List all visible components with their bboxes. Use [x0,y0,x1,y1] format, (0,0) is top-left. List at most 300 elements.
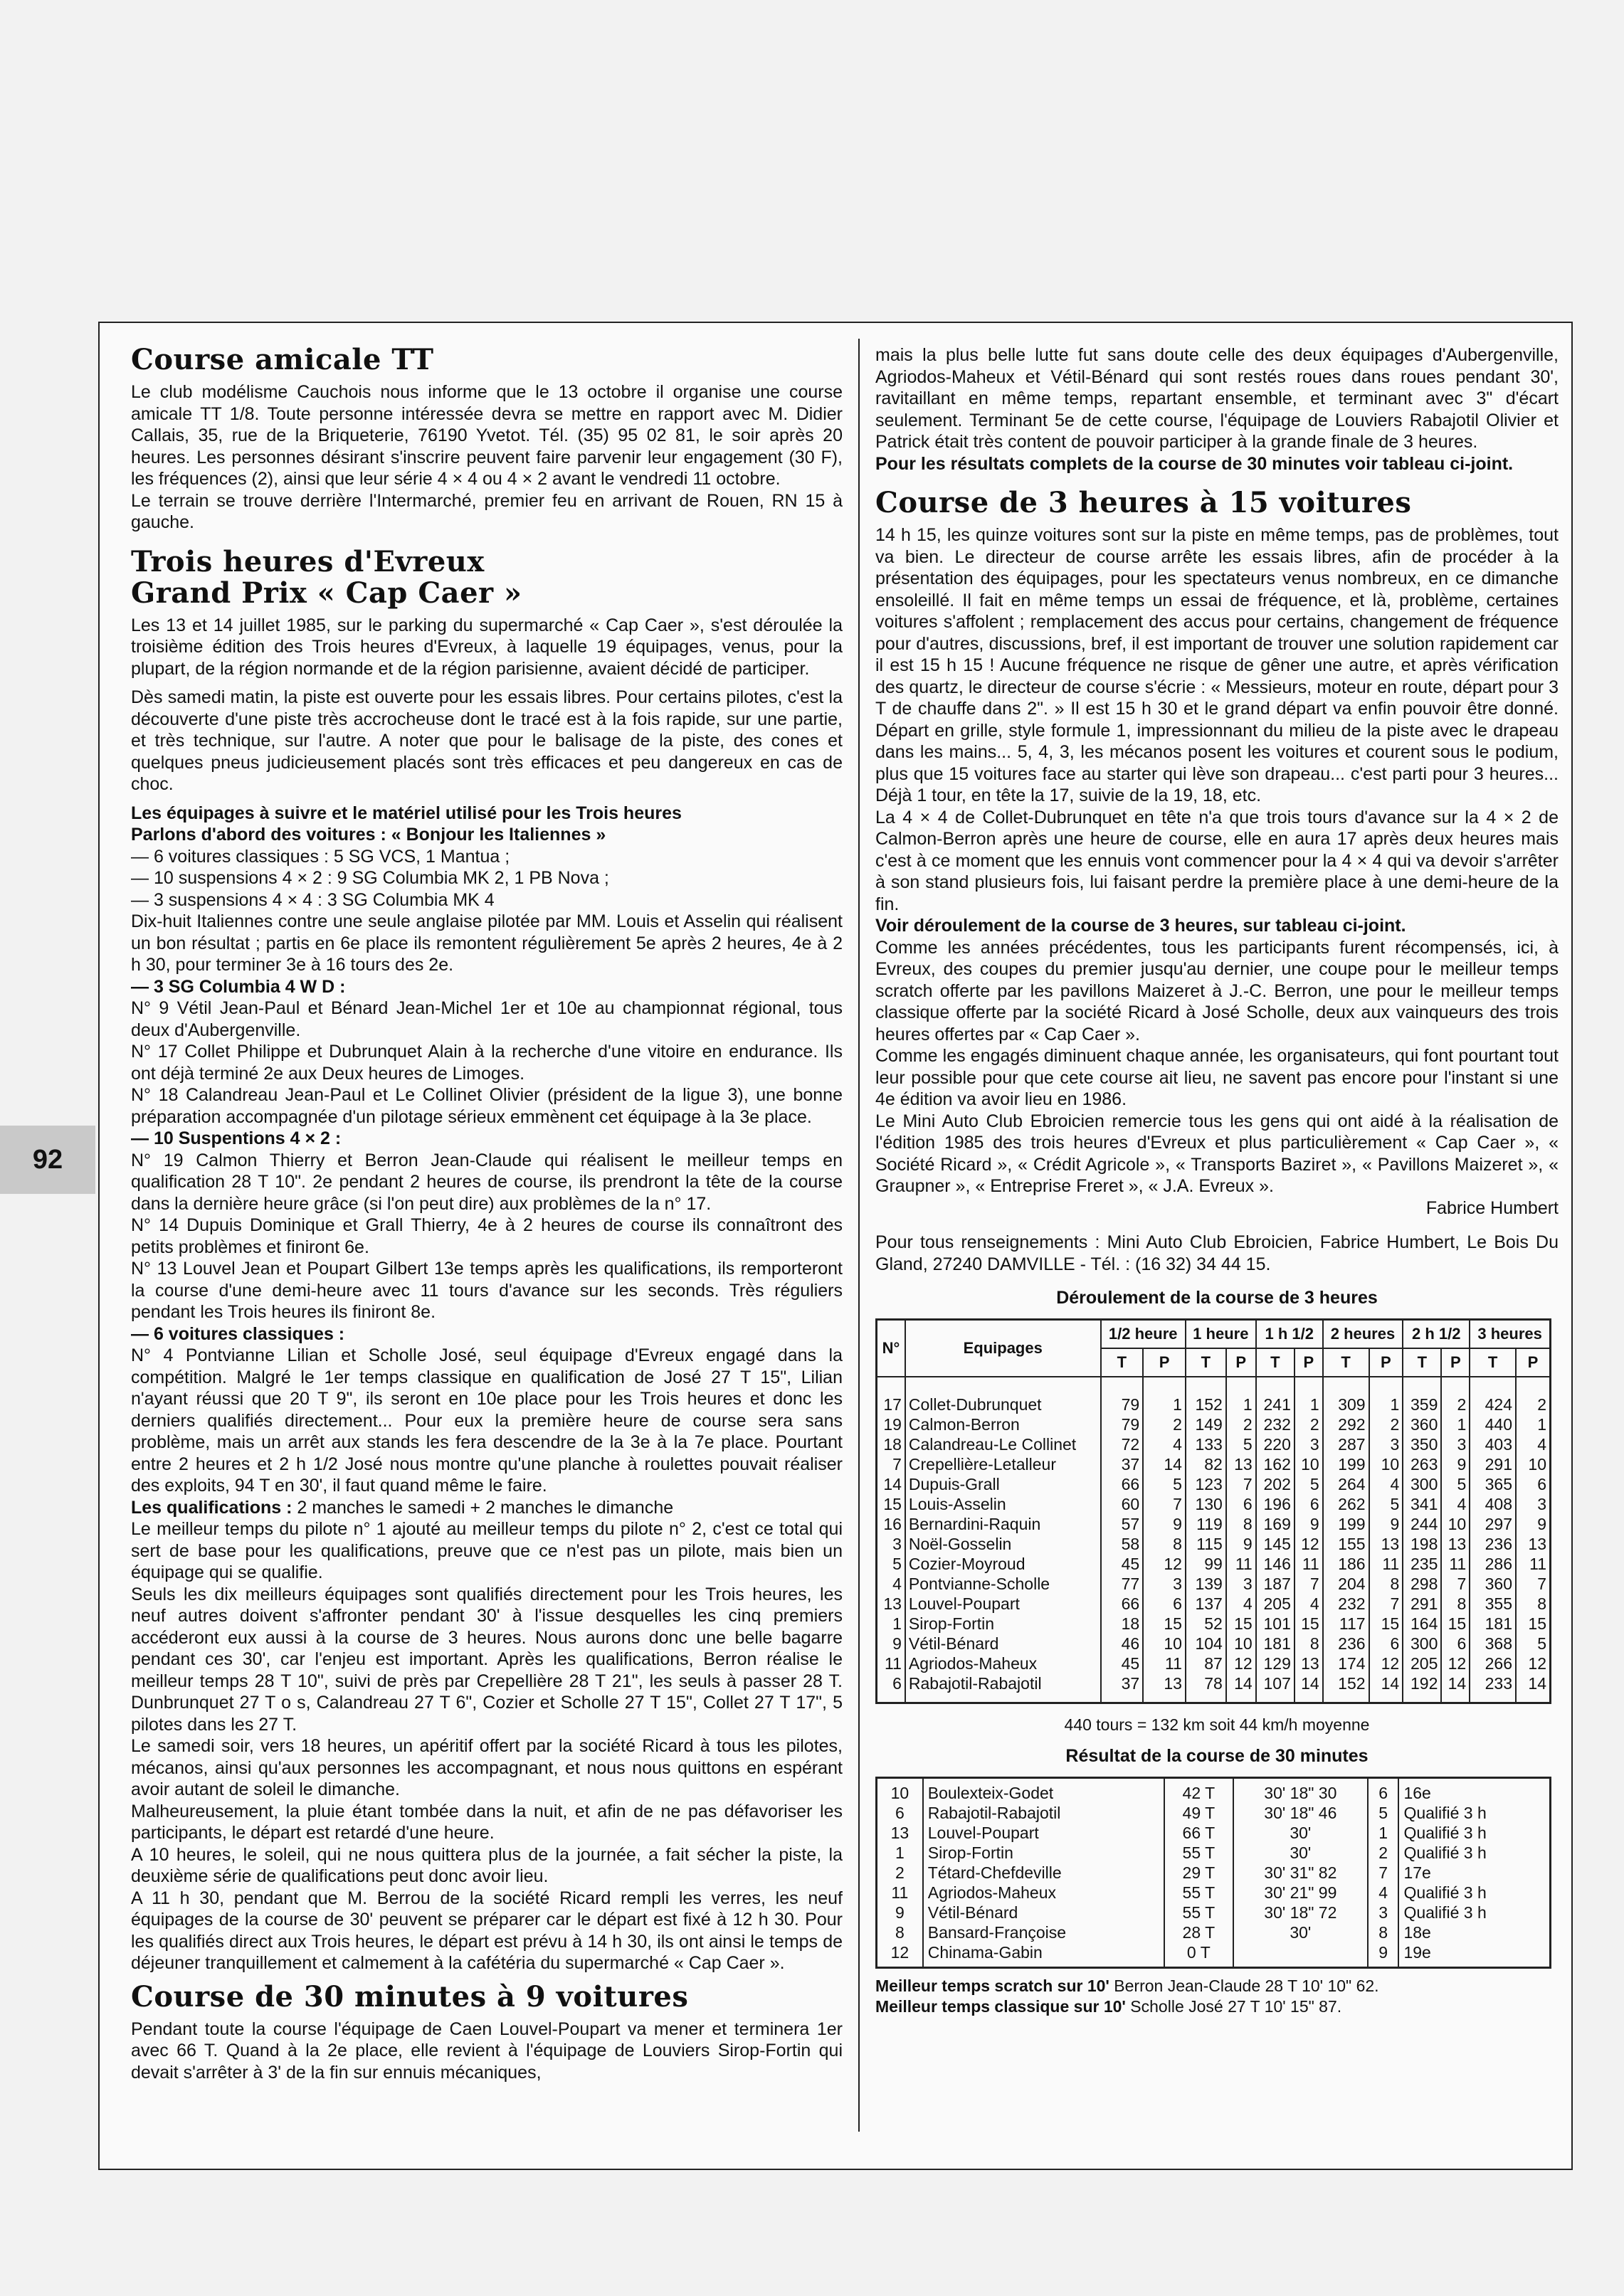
table-cell: 15 [1369,1614,1403,1634]
table-cell: 286 [1470,1554,1516,1574]
table-cell: 196 [1256,1494,1295,1514]
table-cell: 1 [1295,1395,1323,1414]
team-name: Agriodos-Maheux [905,1654,1101,1673]
table-cell: 14 [1143,1454,1186,1474]
table-cell: 236 [1470,1534,1516,1554]
subheading: — 3 SG Columbia 4 W D : [131,976,346,997]
table-cell: 174 [1323,1654,1369,1673]
table-cell: 6 [1368,1778,1399,1804]
table-cell: 266 [1470,1654,1516,1673]
table-cell: 5 [1369,1494,1403,1514]
table-row [877,1634,1551,1654]
paragraph: Le meilleur temps du pilote n° 1 ajouté au meilleur temps du pilote n° 2, c'est ce total qui sert de base pour les qualifications, preuve que ce n'est pas un pilote, mais bien un équipage qui se qualifie. [131,1519,843,1582]
subheading: Parlons d'abord des voitures : « Bonjour les Italiennes » [131,825,606,845]
table-cell: 79 [1101,1395,1144,1414]
table-cell: 9 [1143,1514,1186,1534]
table-subheader-cell: P [1441,1348,1470,1377]
table-cell: 3 [1369,1434,1403,1454]
table-cell: 1 [1143,1395,1186,1414]
table-cell: 186 [1323,1554,1369,1574]
table-cell: 4 [1226,1594,1256,1614]
table-row [877,1434,1551,1454]
table-row [877,1673,1551,1693]
table-header-cell: 1 h 1/2 [1256,1320,1323,1349]
table-cell: 300 [1403,1474,1441,1494]
table-cell: 204 [1323,1574,1369,1594]
table-cell: 0 T [1164,1942,1233,1968]
table-subheader-cell: P [1226,1348,1256,1377]
table-cell: 2 [1226,1414,1256,1434]
table-subheader-cell: T [1323,1348,1369,1377]
team-name: Sirop-Fortin [923,1843,1164,1863]
table-cell: 18e [1398,1922,1550,1942]
team-name: Boulexteix-Godet [923,1778,1164,1804]
best-classic-value: Scholle José 27 T 10' 15" 87. [1125,1997,1342,2016]
subheading: — 6 voitures classiques : [131,1323,345,1344]
table-cell: 2 [1368,1843,1399,1863]
table-cell: 7 [1441,1574,1470,1594]
right-column [875,344,1559,2017]
table-cell: 119 [1186,1514,1226,1534]
signature: Fabrice Humbert [1425,1197,1559,1218]
table-cell: 55 T [1164,1843,1233,1863]
subheading: Les équipages à suivre et le matériel utilisé pour les Trois heures [131,803,682,823]
table-cell: 13 [1369,1534,1403,1554]
table-cell: 368 [1470,1634,1516,1654]
paragraph: N° 18 Calandreau Jean-Paul et Le Collinet Olivier (président de la ligue 3), une bonne préparation accompagnée d'un pilotage sérieux emmènent cet équipage à la 3e place. [131,1085,843,1127]
table-cell: 82 [1186,1454,1226,1474]
table-cell: 5 [1295,1474,1323,1494]
heading-course-amicale: Course amicale TT [131,343,434,376]
table-cell: 3 [1226,1574,1256,1594]
table-cell: 5 [1516,1634,1551,1654]
table-cell: 2 [1516,1395,1551,1414]
table-cell: 162 [1256,1454,1295,1474]
table-cell: 181 [1256,1634,1295,1654]
team-number: 3 [877,1534,905,1554]
table-cell: 8 [1143,1534,1186,1554]
table-subheader-cell: P [1143,1348,1186,1377]
table-cell: 152 [1186,1395,1226,1414]
table-row [877,1778,1551,1804]
table-cell: 2 [1369,1414,1403,1434]
table-header-cell: 2 heures [1323,1320,1403,1349]
table-cell: 8 [1369,1574,1403,1594]
article-frame [98,322,1573,2170]
table-cell: 3 [1143,1574,1186,1594]
team-number: 1 [877,1614,905,1634]
table-cell: 287 [1323,1434,1369,1454]
table-header-cell: N° [877,1320,905,1377]
table-cell: 66 [1101,1474,1144,1494]
table-cell: 30' 18" 72 [1233,1903,1368,1922]
table-cell: 30' [1233,1922,1368,1942]
team-name: Cozier-Moyroud [905,1554,1101,1574]
team-name: Rabajotil-Rabajotil [905,1673,1101,1693]
paragraph [131,1497,843,1519]
table-cell: 244 [1403,1514,1441,1534]
table-cell: 101 [1256,1614,1295,1634]
table-cell: 350 [1403,1434,1441,1454]
qualifications-label: Les qualifications : [131,1497,292,1518]
table-cell: 291 [1403,1594,1441,1614]
table-cell: 220 [1256,1434,1295,1454]
team-name: Pontvianne-Scholle [905,1574,1101,1594]
table-cell: 129 [1256,1654,1295,1673]
team-number: 5 [877,1554,905,1574]
table-cell: 4 [1516,1434,1551,1454]
table-cell: 8 [1516,1594,1551,1614]
table-cell: 13 [1516,1534,1551,1554]
table-cell: 66 T [1164,1823,1233,1843]
table-cell: 72 [1101,1434,1144,1454]
team-number: 4 [877,1574,905,1594]
paragraph: N° 9 Vétil Jean-Paul et Bénard Jean-Michel 1er et 10e au championnat régional, tous deux d'Aubergenville. [131,998,843,1040]
table-cell: 107 [1256,1673,1295,1693]
paragraph: N° 17 Collet Philippe et Dubrunquet Alain à la recherche d'une vitoire en endurance. Ils ont déjà terminé 2e aux Deux heures de Limoges. [131,1042,843,1084]
table-cell: 14 [1516,1673,1551,1693]
team-number: 11 [877,1654,905,1673]
table-cell: 137 [1186,1594,1226,1614]
table-cell: 4 [1441,1494,1470,1514]
table-cell: 66 [1101,1594,1144,1614]
team-name: Calandreau-Le Collinet [905,1434,1101,1454]
table-cell: 6 [1441,1634,1470,1654]
table-cell: 1 [1368,1823,1399,1843]
table-cell: 199 [1323,1454,1369,1474]
table-cell: 45 [1101,1654,1144,1673]
table-cell: 8 [1226,1514,1256,1534]
team-name: Chinama-Gabin [923,1942,1164,1968]
best-classic [875,1996,1559,2017]
table-cell: 2 [1295,1414,1323,1434]
paragraph: Le Mini Auto Club Ebroicien remercie tous les gens qui ont aidé à la réalisation de l'édition 1985 des trois heures d'Evreux et plus particulièrement « Cap Caer », « Société Ricard », « Crédit Agricole », « Transports Baziret », « Pavillons Maizeret », « Graupner », « Entreprise Freret », « J.A. Evreux ». [875,1111,1559,1196]
table-subheader-cell: T [1186,1348,1226,1377]
table-cell: 13 [877,1823,923,1843]
table-cell: 341 [1403,1494,1441,1514]
table-cell: 155 [1323,1534,1369,1554]
table-cell: 77 [1101,1574,1144,1594]
table-cell: 60 [1101,1494,1144,1514]
table-cell: 202 [1256,1474,1295,1494]
table-cell: 10 [1226,1634,1256,1654]
best-classic-label: Meilleur temps classique sur 10' [875,1997,1126,2016]
table-cell: 11 [877,1883,923,1903]
paragraph: Comme les engagés diminuent chaque année, les organisateurs, qui font pourtant tout leur possible pour que cete course ait lieu, ne savent pas encore pour l'instant si une 4e édition va avoir lieu en 1986. [875,1046,1559,1109]
team-name: Crepellière-Letalleur [905,1454,1101,1474]
table-cell [1233,1942,1368,1968]
table-cell: 7 [1368,1863,1399,1883]
table-cell: 152 [1323,1673,1369,1693]
team-name: Louvel-Poupart [905,1594,1101,1614]
team-name: Tétard-Chefdeville [923,1863,1164,1883]
table-cell: 360 [1403,1414,1441,1434]
table-cell: 87 [1186,1654,1226,1673]
team-number: 7 [877,1454,905,1474]
table-cell: 13 [1143,1673,1186,1693]
table-cell: 1 [1369,1395,1403,1414]
table-cell: 309 [1323,1395,1369,1414]
table-cell: 6 [1516,1474,1551,1494]
table-cell: 1 [877,1843,923,1863]
team-name: Dupuis-Grall [905,1474,1101,1494]
paragraph: Dès samedi matin, la piste est ouverte pour les essais libres. Pour certains pilotes, c'est la découverte d'une piste très accrocheuse dont le tracé est à la fois rapide, sur une partie, et très technique, sur l'autre. A noter que pour le balisage de la piste, des cones et quelques pneus judicieusement placés sont très efficaces et peu dangereux en cas de choc. [131,687,843,794]
table-subheader-cell: P [1369,1348,1403,1377]
team-name: Louvel-Poupart [923,1823,1164,1843]
team-number: 18 [877,1434,905,1454]
team-number: 16 [877,1514,905,1534]
table-row [877,1574,1551,1594]
table-cell: 55 T [1164,1883,1233,1903]
table-cell: 130 [1186,1494,1226,1514]
table-cell: 300 [1403,1634,1441,1654]
table-cell: 17e [1398,1863,1550,1883]
paragraph: A 11 h 30, pendant que M. Berrou de la société Ricard rempli les verres, les neuf équipages de la course de 30' peuvent se préparer car le départ est fixé à 12 h 30. Pour les qualifiés direct aux Trois heures, le départ est prévu à 14 h 30, ils ont ainsi le temps de déjeuner tranquillement et calmement à la cafétéria du supermarché « Cap Caer ». [131,1888,843,1973]
table-cell: 8 [1441,1594,1470,1614]
team-name: Noël-Gosselin [905,1534,1101,1554]
table-cell: 6 [1369,1634,1403,1654]
team-name: Agriodos-Maheux [923,1883,1164,1903]
table-header-cell: 3 heures [1470,1320,1550,1349]
paragraph: N° 14 Dupuis Dominique et Grall Thierry, 4e à 2 heures de course ils connaîtront des petits problèmes et finiront 6e. [131,1215,843,1257]
table-row [877,1654,1551,1673]
table-subheader-cell: P [1295,1348,1323,1377]
table-cell: 9 [1369,1514,1403,1534]
table-cell: 2 [1441,1395,1470,1414]
table-cell: 11 [1516,1554,1551,1574]
table-cell: 4 [1369,1474,1403,1494]
paragraph: Le club modélisme Cauchois nous informe que le 13 octobre il organise une course amicale TT 1/8. Toute personne intéressée devra se mettre en rapport avec M. Didier Callais, 35, rue de la Briqueterie, 76190 Yvetot. Tél. (35) 95 02 81, le soir après 20 heures. Les personnes désirant s'inscrire peuvent faire parvenir leur engagement (30 F), les fréquences (2), ainsi que leur série 4 × 4 ou 4 × 2 avant le vendredi 11 octobre. [131,382,843,489]
table-cell: 232 [1256,1414,1295,1434]
paragraph: Les 13 et 14 juillet 1985, sur le parking du supermarché « Cap Caer », s'est déroulée la troisième édition des Trois heures d'Evreux, à laquelle 19 équipages, venus, pour la plupart, de la région normande et de la région parisienne, avaient décidé de participer. [131,615,843,679]
team-name: Vétil-Bénard [923,1903,1164,1922]
table-row [877,1803,1551,1823]
table-cell: 145 [1256,1534,1295,1554]
list-item: — 6 voitures classiques : 5 SG VCS, 1 Mantua ; [131,846,510,867]
table-cell: 297 [1470,1514,1516,1534]
table-cell: 236 [1323,1634,1369,1654]
team-number: 6 [877,1673,905,1693]
table-subheader-cell: P [1516,1348,1551,1377]
table-row [877,1514,1551,1534]
table-cell: 30' [1233,1823,1368,1843]
table-header-cell: 2 h 1/2 [1403,1320,1470,1349]
paragraph: La 4 × 4 de Collet-Dubrunquet en tête n'a que trois tours d'avance sur la 4 × 2 de Calmon-Berron après une heure de course, elle en aura 17 après deux heures mais c'est à ce moment que les ennuis vont commencer pour la 4 × 4 qui va devoir s'arrêter à son stand plusieurs fois, lui faisant perdre la première place à une demi-heure de la fin. [875,807,1559,914]
table-cell: 12 [1226,1654,1256,1673]
table-cell: 4 [1368,1883,1399,1903]
table-cell: 15 [1143,1614,1186,1634]
table-cell: 29 T [1164,1863,1233,1883]
table-cell: 11 [1226,1554,1256,1574]
table-cell: 117 [1323,1614,1369,1634]
table-subheader-cell: T [1256,1348,1295,1377]
contact-info: Pour tous renseignements : Mini Auto Club Ebroicien, Fabrice Humbert, Le Bois Du Gland, 27240 DAMVILLE - Tél. : (16 32) 34 44 15. [875,1232,1559,1274]
table-row [877,1823,1551,1843]
table-cell: 30' 18" 30 [1233,1778,1368,1804]
paragraph: 14 h 15, les quinze voitures sont sur la piste en même temps, pas de problèmes, tout va bien. Le directeur de course arrête les essais libres, afin de procéder à la présentation des équipages, pour les spectateurs venus nombreux, en ce dimanche ensoleillé. Il fait en même temps un essai de fréquence, et là, problème, certaines voitures s'affolent ; remplacement des accus pour certains, changement de fréquence pour d'autres, discussions, bref, il est important de trouver une solution rapidement car il est 15 h 15 ! Aucune fréquence ne risque de gêner une autre, et après vérification des quartz, le directeur de course s'écrie : « Messieurs, moteur en route, départ pour 3 T de chauffe dans 2". » Il est 15 h 30 et le grand départ va enfin pouvoir être donné. Départ en grille, style formule 1, impressionnant du milieu de la piste avec le drapeau dans les mains... 5, 4, 3, les mécanos posent les voitures et courent sous le podium, plus que 15 voitures face au starter qui lève son drapeau... c'est parti pour 3 heures... Déjà 1 tour, en tête la 17, suivie de la 19, 18, etc. [875,525,1559,805]
table-cell: 37 [1101,1454,1144,1474]
table-cell: 30' 31" 82 [1233,1863,1368,1883]
table-cell: 79 [1101,1414,1144,1434]
table-cell: 403 [1470,1434,1516,1454]
table-cell: 37 [1101,1673,1144,1693]
table-cell: 263 [1403,1454,1441,1474]
table-cell: 15 [1516,1614,1551,1634]
table-cell: 292 [1323,1414,1369,1434]
table-cell: 1 [1441,1414,1470,1434]
table-cell: 46 [1101,1634,1144,1654]
table-cell: 192 [1403,1673,1441,1693]
table-cell: 10 [1369,1454,1403,1474]
table-cell: 11 [1441,1554,1470,1574]
table-cell: 7 [1369,1594,1403,1614]
paragraph: A 10 heures, le soleil, qui ne nous quittera plus de la journée, a fait sécher la piste, la deuxième série de qualifications peut donc avoir lieu. [131,1844,843,1886]
table-cell: 123 [1186,1474,1226,1494]
table-cell: 45 [1101,1554,1144,1574]
table-cell: 9 [877,1903,923,1922]
table-cell: 4 [1143,1434,1186,1454]
page-number: 92 [0,1126,95,1194]
table-cell: 7 [1226,1474,1256,1494]
best-scratch-label: Meilleur temps scratch sur 10' [875,1977,1109,1995]
table-cell: 181 [1470,1614,1516,1634]
table-cell: 3 [1516,1494,1551,1514]
left-column [131,344,843,2083]
table-cell: 12 [1516,1654,1551,1673]
paragraph: N° 4 Pontvianne Lilian et Scholle José, seul équipage d'Evreux engagé dans la compétition. Malgré le 1er temps classique en qualification de José 27 T 15", Lilian n'ayant réussi que 20 T 9", ils seront en 10e place pour les Trois heures et donc les derniers qualifiés directement... Pour eux la première heure de course sera sans problème, mais un arrêt aux stands les fera descendre de la 3e à la 7e place. Pourtant entre 2 heures et 2 h 1/2 José nous montre qu'une planche à roulettes pouvait réaliser des exploits, 94 T en 30', il faut quand même le faire. [131,1345,843,1496]
table-cell: 99 [1186,1554,1226,1574]
heading-course-3-heures: Course de 3 heures à 15 voitures [875,486,1412,519]
list-item: — 3 suspensions 4 × 4 : 3 SG Columbia MK 4 [131,889,495,910]
paragraph: Pendant toute la course l'équipage de Caen Louvel-Poupart va mener et terminera 1er avec 66 T. Quand à la 2e place, elle revient à l'équipage de Louviers Sirop-Fortin qui devait s'arrêter à 3' de la fin sur ennuis mécaniques, [131,2019,843,2083]
table-header-cell: 1 heure [1186,1320,1256,1349]
paragraph: N° 19 Calmon Thierry et Berron Jean-Claude qui réalisent le meilleur temps en qualification 28 T 10". 2e pendant 2 heures de course, ils prendront la tête de la course dans la dernière heure grâce (si l'on peut dire) aux problèmes de la n° 17. [131,1150,843,1214]
subheading: Voir déroulement de la course de 3 heures, sur tableau ci-joint. [875,916,1406,936]
paragraph: Le terrain se trouve derrière l'Intermarché, premier feu en arrivant de Rouen, RN 15 à gauche. [131,490,843,532]
table-cell: 9 [1441,1454,1470,1474]
table-cell: 8 [1368,1922,1399,1942]
table-cell: 19e [1398,1942,1550,1968]
table-row [877,1903,1551,1922]
table-cell: 241 [1256,1395,1295,1414]
table-cell: 146 [1256,1554,1295,1574]
table-3-heures [875,1318,1551,1704]
table-cell: 198 [1403,1534,1441,1554]
table-row [877,1494,1551,1514]
table-cell: 10 [1441,1514,1470,1534]
table-cell: 12 [1295,1534,1323,1554]
table-row [877,1863,1551,1883]
table-cell: 199 [1323,1514,1369,1534]
table-row [877,1942,1551,1968]
table-cell: 11 [1295,1554,1323,1574]
list-item: — 10 suspensions 4 × 2 : 9 SG Columbia MK 2, 1 PB Nova ; [131,868,609,888]
paragraph: Malheureusement, la pluie étant tombée dans la nuit, et afin de ne pas défavoriser les participants, le départ est retardé d'une heure. [131,1801,843,1843]
table-cell: 205 [1256,1594,1295,1614]
column-divider [858,339,860,2132]
table-cell: 8 [877,1922,923,1942]
table-row [877,1414,1551,1434]
table-subheader-cell: T [1403,1348,1441,1377]
paragraph: Le samedi soir, vers 18 heures, un apéritif offert par la société Ricard à tous les pilotes, mécanos, ainsi qu'aux personnes les accompagnant, et nous nous quittons en espérant avoir autant de soleil le dimanche. [131,1736,843,1799]
table-subheader-cell: T [1470,1348,1516,1377]
table-cell: 78 [1186,1673,1226,1693]
team-name: Calmon-Berron [905,1414,1101,1434]
table-cell: 14 [1369,1673,1403,1693]
table-cell: 10 [877,1778,923,1804]
paragraph: Dix-huit Italiennes contre une seule anglaise pilotée par MM. Louis et Asselin qui réalisent un bon résultat ; partis en 6e place ils remontent régulièrement 5e après 2 heures, 4e à 2 h 30, pour terminer 3e à 16 tours des 2e. [131,911,843,975]
table-cell: 264 [1323,1474,1369,1494]
table-cell: 355 [1470,1594,1516,1614]
table-row [877,1883,1551,1903]
table-row [877,1594,1551,1614]
table-30-minutes [875,1777,1551,1969]
table-cell: 13 [1226,1454,1256,1474]
paragraph: N° 13 Louvel Jean et Poupart Gilbert 13e temps après les qualifications, ils remporteront la course d'une demi-heure avec 11 tours d'avance sur les seconds. Très réguliers pendant les Trois heures ils finiront 8e. [131,1259,843,1322]
table-cell: 291 [1470,1454,1516,1474]
team-name: Louis-Asselin [905,1494,1101,1514]
table-cell: 10 [1516,1454,1551,1474]
heading-trois-heures: Trois heures d'Evreux [131,544,485,578]
table-cell: 8 [1295,1634,1323,1654]
table-cell: 1 [1516,1414,1551,1434]
table-row [877,1395,1551,1414]
team-number: 9 [877,1634,905,1654]
table-cell: 30' 21" 99 [1233,1883,1368,1903]
table-cell: 57 [1101,1514,1144,1534]
qualifications-text: 2 manches le samedi + 2 manches le dimanche [292,1497,674,1518]
table-cell: 10 [1295,1454,1323,1474]
table-cell: 3 [1295,1434,1323,1454]
table-cell: 164 [1403,1614,1441,1634]
table-cell: 9 [1516,1514,1551,1534]
table-cell: 139 [1186,1574,1226,1594]
table-cell: 440 [1470,1414,1516,1434]
heading-grand-prix: Grand Prix « Cap Caer » [131,576,522,610]
table-cell: 15 [1441,1614,1470,1634]
table-cell: 11 [1143,1654,1186,1673]
table-cell: 1 [1226,1395,1256,1414]
heading-course-30-minutes: Course de 30 minutes à 9 voitures [131,1979,689,2014]
table-cell: 9 [1368,1942,1399,1968]
table-cell: 187 [1256,1574,1295,1594]
table-cell: 49 T [1164,1803,1233,1823]
table-cell: 13 [1441,1534,1470,1554]
table-cell: Qualifié 3 h [1398,1803,1550,1823]
table-cell: 12 [877,1942,923,1968]
table-row [877,1534,1551,1554]
table-cell: 3 [1368,1903,1399,1922]
table-cell: Qualifié 3 h [1398,1903,1550,1922]
table-cell: 30' 18" 46 [1233,1803,1368,1823]
table-cell: 6 [1295,1494,1323,1514]
paragraph: mais la plus belle lutte fut sans doute celle des deux équipages d'Aubergenville, Agriodos-Maheux et Vétil-Bénard qui sont restés roues dans roues pendant 30', ravitaillant en même temps, repartant ensemble, et terminant avec 3" d'écart seulement. Terminant 5e de cette course, l'équipage de Louviers Rabajotil Olivier et Patrick était très content de pouvoir participer à la grande finale de 3 heures. [875,345,1559,452]
table-cell: 58 [1101,1534,1144,1554]
table-cell: 360 [1470,1574,1516,1594]
table-cell: 2 [877,1863,923,1883]
table-cell: 55 T [1164,1903,1233,1922]
team-name: Vétil-Bénard [905,1634,1101,1654]
team-name: Bansard-Françoise [923,1922,1164,1942]
table-cell: 18 [1101,1614,1144,1634]
table-cell: 233 [1470,1673,1516,1693]
table-cell: 2 [1143,1414,1186,1434]
team-number: 19 [877,1414,905,1434]
table-cell: 14 [1295,1673,1323,1693]
table-cell: 149 [1186,1414,1226,1434]
table-cell: 15 [1295,1614,1323,1634]
table-cell: 12 [1143,1554,1186,1574]
